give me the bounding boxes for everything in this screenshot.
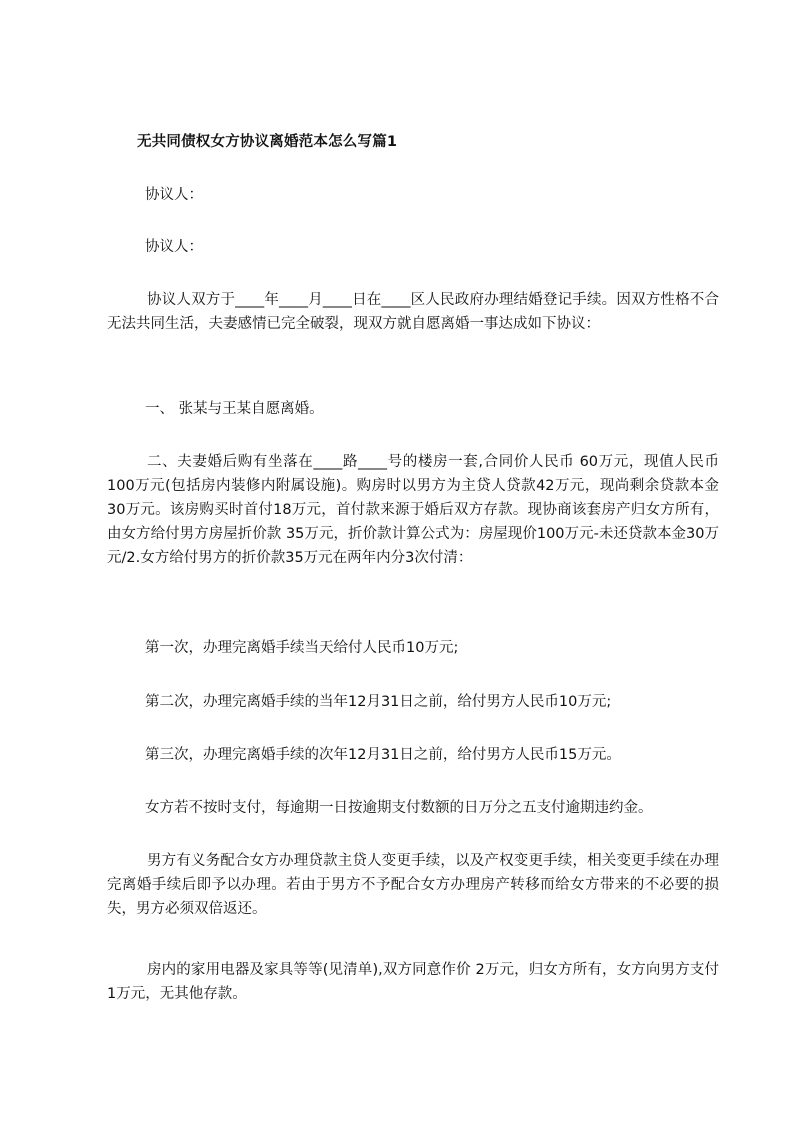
furniture-paragraph: 房内的家用电器及家具等等(见清单),双方同意作价 2万元，归女方所有，女方向男方支付1万元，无其他存款。	[107, 962, 719, 1002]
payment-3: 第三次，办理完离婚手续的次年12月31日之前，给付男方人民币15万元。	[145, 747, 621, 763]
late-penalty: 女方若不按时支付，每逾期一日按逾期支付数额的日万分之五支付逾期违约金。	[145, 800, 653, 816]
loan-transfer-paragraph: 男方有义务配合女方办理贷款主贷人变更手续，以及产权变更手续，相关变更手续在办理完离婚手续后即予以办理。若由于男方不予配合女方办理房产转移而给女方带来的不必要的损失，男方必须双倍返还。	[107, 853, 719, 917]
party-a-label: 协议人：	[145, 187, 203, 203]
clause-2-property: 二、夫妻婚后购有坐落在____路____号的楼房一套,合同价人民币 60万元，现值人民币100万元(包括房内装修内附属设施)。购房时以男方为主贷人贷款42万元，现尚剩余贷款本金30万元。该房购买时首付18万元，首付款来源于婚后双方存款。现协商该套房产归女方所有，由女方给付男方房屋折价款 35万元，折价款计算公式为：房屋现价100万元-未还贷款本金30万元/2.女方给付男方的折价款35万元在两年内分3次付清：	[107, 454, 719, 566]
party-b-label: 协议人：	[145, 239, 203, 255]
document-title: 无共同债权女方协议离婚范本怎么写篇1	[137, 134, 398, 150]
payment-2: 第二次，办理完离婚手续的当年12月31日之前，给付男方人民币10万元;	[145, 694, 612, 710]
clause-1: 一、 张某与王某自愿离婚。	[145, 401, 324, 417]
intro-paragraph: 协议人双方于____年____月____日在____区人民政府办理结婚登记手续。因双方性格不合无法共同生活，夫妻感情已完全破裂，现双方就自愿离婚一事达成如下协议：	[107, 292, 719, 332]
payment-1: 第一次，办理完离婚手续当天给付人民币10万元;	[145, 640, 459, 656]
